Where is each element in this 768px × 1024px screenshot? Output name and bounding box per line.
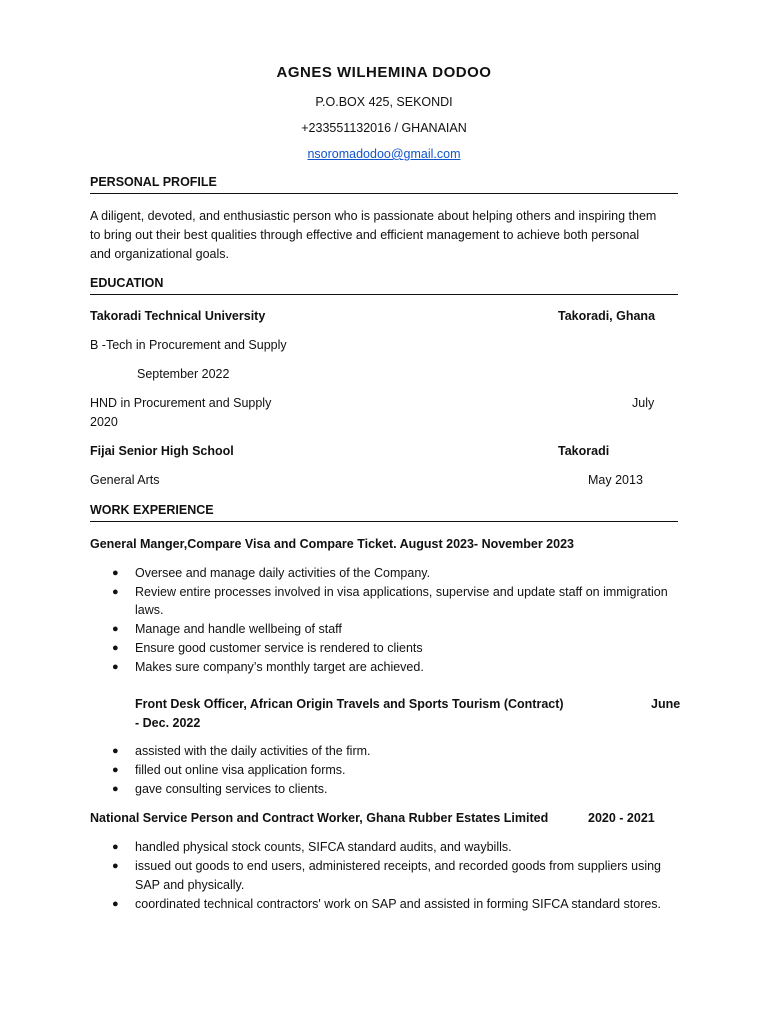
bullet-icon: ●	[112, 586, 119, 598]
profile-line: to bring out their best qualities through effective and efficient management to achieve both personal	[90, 228, 640, 242]
program-date: May 2013	[588, 473, 643, 487]
profile-line: A diligent, devoted, and enthusiastic person who is passionate about helping others and inspiring them	[90, 209, 657, 223]
phone-nationality: +233551132016 / GHANAIAN	[301, 121, 467, 135]
section-heading-work: WORK EXPERIENCE	[90, 503, 214, 517]
email-link[interactable]: nsoromadodoo@gmail.com	[307, 147, 461, 161]
degree: B -Tech in Procurement and Supply	[90, 338, 287, 352]
job-bullet: Makes sure company’s monthly target are achieved.	[135, 660, 424, 674]
candidate-name: AGNES WILHEMINA DODOO	[276, 64, 492, 81]
profile-line: and organizational goals.	[90, 247, 229, 261]
bullet-icon: ●	[112, 623, 119, 635]
program: General Arts	[90, 473, 160, 487]
bullet-icon: ●	[112, 764, 119, 776]
school-name: Fijai Senior High School	[90, 444, 234, 458]
job-bullet: gave consulting services to clients.	[135, 782, 328, 796]
bullet-icon: ●	[112, 783, 119, 795]
job-bullet: Oversee and manage daily activities of the Company.	[135, 566, 431, 580]
job-title: General Manger,Compare Visa and Compare Ticket. August 2023- November 2023	[90, 537, 574, 551]
school-location: Takoradi, Ghana	[558, 309, 656, 323]
job-title: Front Desk Officer, African Origin Travels and Sports Tourism (Contract)	[135, 697, 564, 711]
job-date-start: June	[651, 697, 681, 711]
job-bullet: coordinated technical contractors' work on SAP and assisted in forming SIFCA standard stores.	[135, 897, 662, 911]
job-bullet: filled out online visa application forms.	[135, 763, 346, 777]
job-bullet-continued: laws.	[135, 603, 164, 617]
job-bullet: Review entire processes involved in visa applications, supervise and update staff on immigration	[135, 585, 668, 599]
section-divider	[90, 193, 678, 194]
degree-date-month: July	[632, 396, 655, 410]
job-bullet: Manage and handle wellbeing of staff	[135, 622, 342, 636]
job-title: National Service Person and Contract Worker, Ghana Rubber Estates Limited	[90, 811, 549, 825]
job-date-end: - Dec. 2022	[135, 716, 201, 730]
section-heading-education: EDUCATION	[90, 276, 164, 290]
degree: HND in Procurement and Supply	[90, 396, 272, 410]
job-bullet: issued out goods to end users, administered receipts, and recorded goods from suppliers using	[135, 859, 661, 873]
school-location: Takoradi	[558, 444, 610, 458]
bullet-icon: ●	[112, 642, 119, 654]
bullet-icon: ●	[112, 898, 119, 910]
degree-date-year: 2020	[90, 415, 118, 429]
job-date: 2020 - 2021	[588, 811, 655, 825]
bullet-icon: ●	[112, 745, 119, 757]
job-bullet: assisted with the daily activities of the firm.	[135, 744, 371, 758]
section-heading-profile: PERSONAL PROFILE	[90, 175, 217, 189]
job-bullet-continued: SAP and physically.	[135, 878, 245, 892]
bullet-icon: ●	[112, 567, 119, 579]
address: P.O.BOX 425, SEKONDI	[315, 95, 453, 109]
bullet-icon: ●	[112, 841, 119, 853]
bullet-icon: ●	[112, 661, 119, 673]
job-bullet: Ensure good customer service is rendered to clients	[135, 641, 423, 655]
job-bullet: handled physical stock counts, SIFCA standard audits, and waybills.	[135, 840, 512, 854]
section-divider	[90, 521, 678, 522]
school-name: Takoradi Technical University	[90, 309, 266, 323]
section-divider	[90, 294, 678, 295]
degree-date: September 2022	[137, 367, 230, 381]
bullet-icon: ●	[112, 860, 119, 872]
